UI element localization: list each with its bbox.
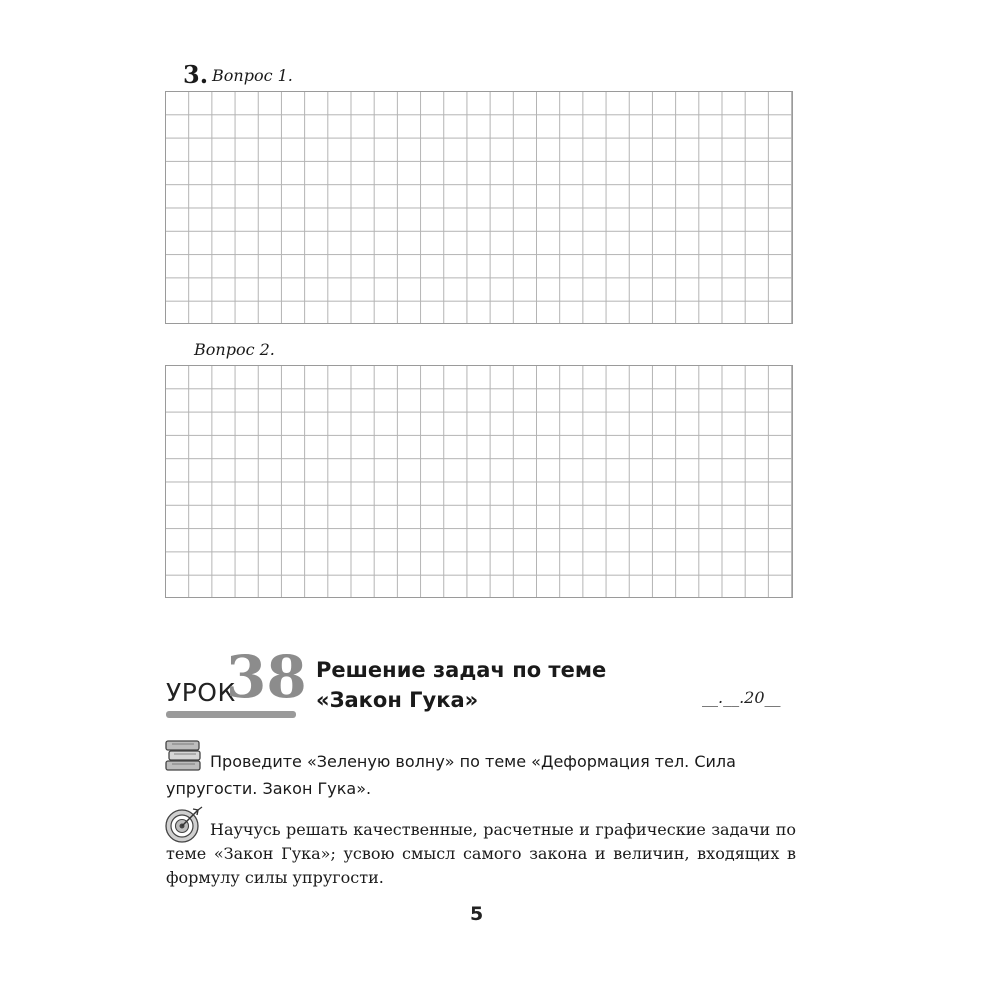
lesson-underline	[166, 711, 296, 718]
lesson-number: 38	[226, 643, 307, 711]
lesson-title-line-1: Решение задач по теме	[316, 658, 607, 682]
lesson-title-line-2: «Закон Гука»	[316, 688, 479, 712]
date-field[interactable]: __.__.20__	[702, 688, 781, 707]
page-number: 5	[470, 903, 484, 925]
lesson-title	[316, 655, 606, 715]
question-2-label: Вопрос 2.	[194, 340, 275, 359]
lesson-word: УРОК	[166, 678, 236, 707]
question-1-label: Вопрос 1.	[212, 66, 293, 85]
answer-grid-1[interactable]	[165, 91, 793, 324]
task-number: 3.	[183, 60, 209, 89]
goal-paragraph: Научусь решать качественные, расчетные и графические задачи по теме «Закон Гука»; усвою смысл самого закона и величин, входящих в формулу силы упругости.	[166, 820, 796, 887]
green-wave-paragraph: Проведите «Зеленую волну» по теме «Деформация тел. Сила упругости. Закон Гука».	[166, 752, 736, 798]
answer-grid-2[interactable]	[165, 365, 793, 598]
